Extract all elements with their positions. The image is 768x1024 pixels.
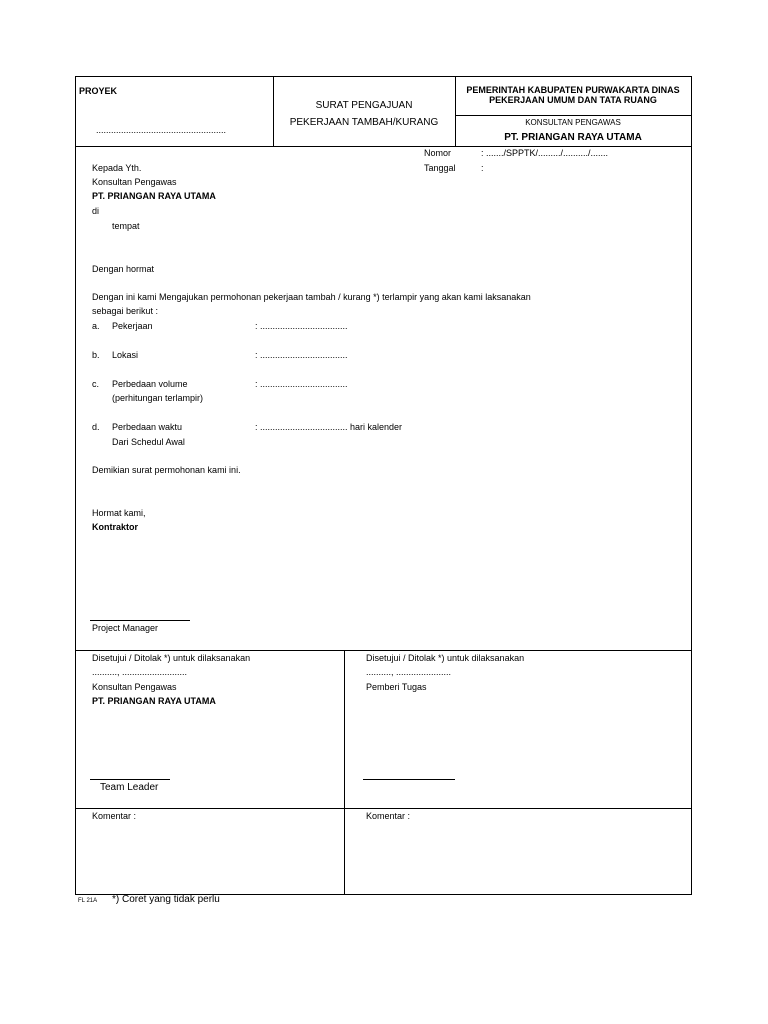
konsultan-label: KONSULTAN PENGAWAS [525,118,621,127]
intro-line2: sebagai berikut : [92,306,159,316]
item-letter: b. [92,350,100,360]
approval-right-line2: .........., ...................... [366,667,452,677]
nomor-value: : ......./SPPTK/........./........../....... [481,148,609,158]
approval-right-line1: Disetujui / Ditolak *) untuk dilaksanakan [366,653,525,663]
item-sub: (perhitungan terlampir) [112,393,204,403]
closing-text: Demikian surat permohonan kami ini. [92,465,241,475]
intro-line1: Dengan ini kami Mengajukan permohonan pekerjaan tambah / kurang *) terlampir yang akan kami laksanakan [92,292,531,302]
team-leader-label: Team Leader [100,782,159,793]
item-letter: a. [92,321,100,331]
konsultan-name: PT. PRIANGAN RAYA UTAMA [504,132,642,143]
addressee-line2: Konsultan Pengawas [92,177,177,187]
approval-left-line1: Disetujui / Ditolak *) untuk dilaksanakan [92,653,251,663]
approval-right-line3: Pemberi Tugas [366,682,427,692]
item-letter: d. [92,422,100,432]
tanggal-value: : [481,163,484,173]
proyek-label: PROYEK [79,86,118,96]
signature-line [363,779,455,780]
approval-left-line2: .........., .......................... [92,667,188,677]
addressee-company: PT. PRIANGAN RAYA UTAMA [92,191,216,201]
item-label: Perbedaan volume [112,379,188,389]
approval-left-line3: Konsultan Pengawas [92,682,177,692]
item-label: Lokasi [112,350,139,360]
gov-agency-line2: PEKERJAAN UMUM DAN TATA RUANG [489,95,657,105]
signature-line [90,779,170,780]
gov-agency-line1: PEMERINTAH KABUPATEN PURWAKARTA DINAS [466,85,680,95]
signature-line [90,620,190,621]
form-code: FL 21A [78,898,98,904]
item-sub: Dari Schedul Awal [112,437,185,447]
footnote: *) Coret yang tidak perlu [112,894,220,905]
addressee-line1: Kepada Yth. [92,163,142,173]
form-title-line2: PEKERJAAN TAMBAH/KURANG [289,117,439,128]
item-value: : ................................... [255,379,348,389]
item-letter: c. [92,379,100,389]
tanggal-label: Tanggal [424,163,456,173]
comment-right-label: Komentar : [366,811,411,821]
salutation: Dengan hormat [92,264,155,274]
comment-left-label: Komentar : [92,811,137,821]
item-value: : ................................... hari kalender [255,422,403,432]
nomor-label: Nomor [424,148,452,158]
addressee-line5: tempat [112,221,140,231]
item-label: Pekerjaan [112,321,153,331]
item-label: Perbedaan waktu [112,422,183,432]
addressee-line4: di [92,206,100,216]
form-title-line1: SURAT PENGAJUAN [315,100,413,111]
item-value: : ................................... [255,321,348,331]
signer-title: Project Manager [92,623,159,633]
approval-left-company: PT. PRIANGAN RAYA UTAMA [92,696,216,706]
item-value: : ................................... [255,350,348,360]
proyek-dots: .................................................... [96,125,227,135]
regards-text: Hormat kami, [92,508,146,518]
contractor-label: Kontraktor [92,522,139,532]
